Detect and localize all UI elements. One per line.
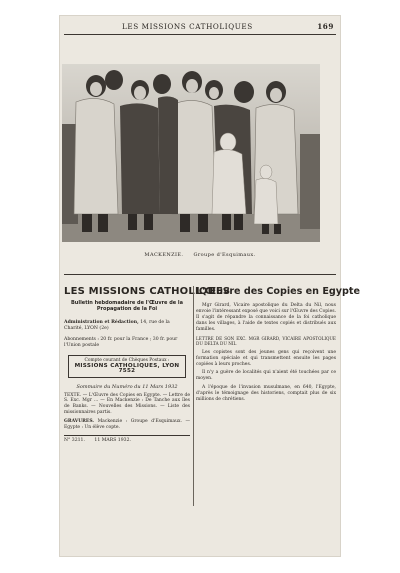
column-separator [193, 286, 194, 506]
summary-text: TEXTE. — L'Œuvre des Copies en Egypte. — Lettre de S. Exc. Mgr ... — En Mackenzie : De Tanche aux îles de Banks. — Nouvelles des Missions. — Liste des missionnaires partis. [64, 392, 190, 416]
running-title: LES MISSIONS CATHOLIQUES [122, 22, 253, 31]
photo-caption [60, 252, 340, 258]
article-paragraph: Il n'y a guère de localités qui n'aient été touchées par ce moyen. [196, 370, 336, 382]
cheque-label: Compte courant de Chèques Postaux : [84, 358, 170, 363]
masthead-subtitle: Bulletin hebdomadaire de l'Œuvre de la Propagation de la Foi [71, 300, 183, 312]
issue-footer [64, 435, 190, 443]
admin-label: Administration et Rédaction, [64, 320, 139, 325]
issue-date: 11 MARS 1932. [94, 437, 131, 443]
admin-address: 14, rue de la Charité, LYON (2e) [64, 320, 170, 331]
running-header [60, 22, 340, 34]
article-citation: LETTRE DE SON EXC. MGR GIRARD, VICAIRE APOSTOLIQUE DU DELTA DU NIL [196, 335, 336, 347]
summary-title: Sommaire du Numéro du 11 Mars 1932 [76, 383, 178, 390]
header-rule [64, 34, 336, 35]
article-paragraph: Mgr Girard, Vicaire apostolique du Delta du Nil, nous envoie l'intéressant exposé que voici sur l'Œuvre des Copies. Il s'agit de répandre la connaissance de la foi catholique dans les villages, à l'aide de textes copiés et distribués aux familles. [196, 303, 336, 332]
article-paragraph: Les copistes sont des jeunes gens qui reçoivent une formation spéciale et qui transmettent ensuite les pages copiées à leurs proches. [196, 349, 336, 367]
eskimo-group-photo [62, 64, 320, 242]
article-body [196, 303, 336, 403]
caption-place: MACKENZIE. [144, 252, 184, 258]
cheque-box [68, 355, 186, 378]
cheque-account: MISSIONS CATHOLIQUES, LYON 7552 [74, 362, 180, 374]
article-title: L'Œuvre des Copies en Egypte [196, 286, 360, 297]
page-number: 169 [317, 22, 334, 31]
article-paragraph: A l'époque de l'invasion musulmane, en 640, l'Egypte, d'après le témoignage des historiens, comptait plus de six millions de chrétiens. [196, 385, 336, 403]
caption-text: Groupe d'Esquimaux. [193, 252, 256, 258]
masthead-title: LES MISSIONS CATHOLIQUES [64, 286, 231, 297]
section-rule [64, 274, 336, 275]
article-column [196, 286, 360, 406]
issue-number: N° 3211. [64, 437, 85, 443]
administration-line [64, 320, 190, 332]
gravures-block [64, 419, 190, 431]
gravures-text: Mackenzie : Groupe d'Esquimaux. — Egypte : Un élève copte. [64, 419, 191, 431]
masthead-column [64, 286, 231, 443]
gravures-label: GRAVURES. [64, 419, 94, 425]
photo-illustration [62, 64, 320, 242]
subscription-line: Abonnements : 20 fr. pour la France ; 30 fr. pour l'Union postale [64, 337, 178, 348]
